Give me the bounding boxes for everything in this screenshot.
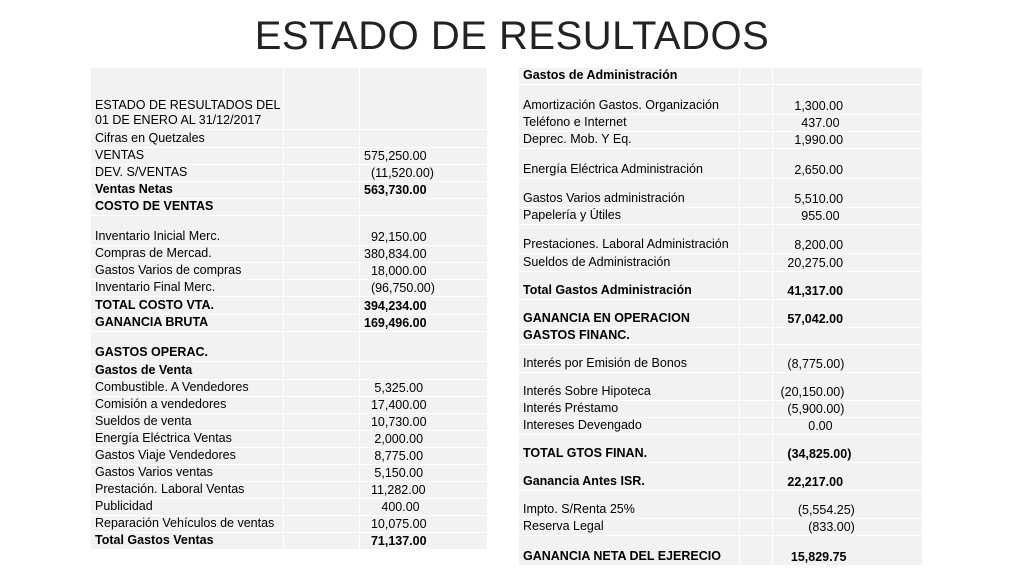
right-row-spacer [740,536,773,566]
right-row [519,491,923,519]
left-row-label: Sueldos de venta [91,414,284,431]
left-row [91,431,488,448]
left-row-value: (11,520.00) [360,165,488,182]
right-row [519,373,923,401]
right-row-value: 0.00 [773,418,923,435]
left-row-label: Inventario Inicial Merc. [91,216,284,246]
left-row-spacer [284,362,360,380]
left-row-label: Compras de Mercad. [91,246,284,263]
left-row [91,380,488,397]
right-row [519,435,923,463]
right-row [519,132,923,149]
left-row-value [360,68,488,130]
right-row [519,68,923,85]
right-row-spacer [740,149,773,179]
right-row [519,418,923,435]
right-row-label: GASTOS FINANC. [519,328,740,345]
left-row-spacer [284,448,360,465]
right-row-value: 20,275.00 [773,254,923,272]
right-row-value: (833.00) [773,519,923,536]
left-row-label: VENTAS [91,148,284,165]
left-row-value: 394,234.00 [360,297,488,315]
left-row-label: Combustible. A Vendedores [91,380,284,397]
right-row-spacer [740,328,773,345]
left-row-spacer [284,246,360,263]
left-row-spacer [284,431,360,448]
right-row-spacer [740,373,773,401]
left-row [91,182,488,199]
left-row-value: 18,000.00 [360,263,488,280]
right-row-value: (5,900.00) [773,401,923,418]
left-row-value: 2,000.00 [360,431,488,448]
left-row-spacer [284,130,360,148]
right-row-label: Total Gastos Administración [519,272,740,300]
left-row-value: 11,282.00 [360,482,488,499]
left-table-body [91,68,488,550]
left-row-spacer [284,148,360,165]
left-row [91,280,488,297]
right-row-label: Interés Préstamo [519,401,740,418]
right-row-value: 955.00 [773,208,923,225]
right-row-label: Energía Eléctrica Administración [519,149,740,179]
left-row-label: Gastos Varios de compras [91,263,284,280]
left-row-value: 380,834.00 [360,246,488,263]
right-row-spacer [740,519,773,536]
right-row-label: Ganancia Antes ISR. [519,463,740,491]
left-row-label: Comisión a vendedores [91,397,284,414]
right-row [519,115,923,132]
right-row-label: Prestaciones. Laboral Administración [519,225,740,254]
left-row-label: Ventas Netas [91,182,284,199]
income-statement-left-table [90,67,488,550]
right-row [519,401,923,418]
left-row-value: 5,150.00 [360,465,488,482]
left-row [91,465,488,482]
left-row [91,482,488,499]
right-row-value: (34,825.00) [773,435,923,463]
right-row-value: 15,829.75 [773,536,923,566]
left-row-label: DEV. S/VENTAS [91,165,284,182]
left-row [91,414,488,431]
right-row-label: Intereses Devengado [519,418,740,435]
left-row-value: 92,150.00 [360,216,488,246]
left-row-label: COSTO DE VENTAS [91,199,284,216]
right-row [519,272,923,300]
left-row [91,199,488,216]
left-row-value: 17,400.00 [360,397,488,414]
left-row [91,533,488,550]
right-row [519,345,923,373]
left-row [91,315,488,332]
right-row-value: 22,217.00 [773,463,923,491]
right-row-spacer [740,68,773,85]
left-row-value: 10,075.00 [360,516,488,533]
left-row-label: Inventario Final Merc. [91,280,284,297]
left-row-label: Gastos Varios ventas [91,465,284,482]
right-row-value: (8,775.00) [773,345,923,373]
left-row-spacer [284,380,360,397]
left-row-spacer [284,199,360,216]
left-row-spacer [284,280,360,297]
left-row-spacer [284,216,360,246]
right-row-label: GANANCIA EN OPERACION [519,300,740,328]
right-row-value: 1,990.00 [773,132,923,149]
right-row-label: Sueldos de Administración [519,254,740,272]
left-row-value: 169,496.00 [360,315,488,332]
right-row-spacer [740,254,773,272]
left-row [91,216,488,246]
left-row [91,297,488,315]
right-row-spacer [740,132,773,149]
right-row-value [773,328,923,345]
left-row [91,516,488,533]
left-row-label: GASTOS OPERAC. [91,332,284,362]
left-row-spacer [284,516,360,533]
right-row-spacer [740,345,773,373]
left-row [91,397,488,414]
left-row [91,165,488,182]
right-row-spacer [740,418,773,435]
right-row-spacer [740,463,773,491]
right-row-label: Interés por Emisión de Bonos [519,345,740,373]
right-row-spacer [740,491,773,519]
right-row-value: (20,150.00) [773,373,923,401]
right-row-spacer [740,179,773,208]
right-row-spacer [740,272,773,300]
right-row [519,463,923,491]
right-row [519,208,923,225]
right-row [519,300,923,328]
right-row-spacer [740,208,773,225]
right-row-value: (5,554.25) [773,491,923,519]
left-row-label: Gastos Viaje Vendedores [91,448,284,465]
right-row-value: 2,650.00 [773,149,923,179]
right-row-label: Interés Sobre Hipoteca [519,373,740,401]
right-row [519,328,923,345]
left-row-label: Gastos de Venta [91,362,284,380]
left-row-value: 71,137.00 [360,533,488,550]
right-row-label: Deprec. Mob. Y Eq. [519,132,740,149]
right-row [519,519,923,536]
left-row-spacer [284,482,360,499]
left-row [91,130,488,148]
right-row-label: GANANCIA NETA DEL EJERECIO [519,536,740,566]
right-row-spacer [740,115,773,132]
left-row [91,332,488,362]
right-row-value: 8,200.00 [773,225,923,254]
left-row-spacer [284,332,360,362]
right-row-label: TOTAL GTOS FINAN. [519,435,740,463]
left-row-value: 5,325.00 [360,380,488,397]
left-row-value [360,130,488,148]
right-row [519,254,923,272]
left-row-value: 10,730.00 [360,414,488,431]
left-row [91,148,488,165]
right-row-value: 41,317.00 [773,272,923,300]
right-row-label: Impto. S/Renta 25% [519,491,740,519]
right-row-spacer [740,435,773,463]
right-row-label: Reserva Legal [519,519,740,536]
left-row-spacer [284,182,360,199]
left-row [91,246,488,263]
left-row-spacer [284,499,360,516]
right-row-spacer [740,225,773,254]
left-row-value [360,332,488,362]
left-row-spacer [284,414,360,431]
right-row-spacer [740,401,773,418]
right-row-spacer [740,85,773,115]
left-row-value [360,362,488,380]
left-row-value: 400.00 [360,499,488,516]
right-row-label: Teléfono e Internet [519,115,740,132]
left-row-spacer [284,465,360,482]
left-row-spacer [284,68,360,130]
right-row-spacer [740,300,773,328]
right-row-label: Gastos Varios administración [519,179,740,208]
right-table-body [519,68,923,566]
left-row-spacer [284,263,360,280]
right-row-value: 1,300.00 [773,85,923,115]
left-row-label: Total Gastos Ventas [91,533,284,550]
left-row-value: 8,775.00 [360,448,488,465]
left-row [91,499,488,516]
left-row [91,362,488,380]
left-row-value [360,199,488,216]
left-row-spacer [284,533,360,550]
left-row-value: (96,750.00) [360,280,488,297]
left-row-label: Reparación Vehículos de ventas [91,516,284,533]
right-row-label: Gastos de Administración [519,68,740,85]
right-row-label: Papelería y Útiles [519,208,740,225]
right-row [519,85,923,115]
left-row-value: 575,250.00 [360,148,488,165]
right-row-value: 5,510.00 [773,179,923,208]
left-row-spacer [284,397,360,414]
right-row-label: Amortización Gastos. Organización [519,85,740,115]
left-row [91,263,488,280]
left-row-label: TOTAL COSTO VTA. [91,297,284,315]
page-title: ESTADO DE RESULTADOS [254,14,770,58]
left-row-label: Publicidad [91,499,284,516]
right-row [519,536,923,566]
left-row-label: GANANCIA BRUTA [91,315,284,332]
left-row-label: ESTADO DE RESULTADOS DEL 01 DE ENERO AL 31/12/2017 [91,68,284,130]
right-row [519,149,923,179]
left-row-value: 563,730.00 [360,182,488,199]
left-row-spacer [284,315,360,332]
left-row-spacer [284,297,360,315]
left-row-label: Prestación. Laboral Ventas [91,482,284,499]
income-statement-right-table [518,67,923,566]
left-row-label: Energía Eléctrica Ventas [91,431,284,448]
right-row-value: 57,042.00 [773,300,923,328]
right-row-value [773,68,923,85]
left-row-label: Cifras en Quetzales [91,130,284,148]
right-row-value: 437.00 [773,115,923,132]
right-row [519,225,923,254]
left-row-spacer [284,165,360,182]
right-row [519,179,923,208]
left-row [91,448,488,465]
left-row [91,68,488,130]
